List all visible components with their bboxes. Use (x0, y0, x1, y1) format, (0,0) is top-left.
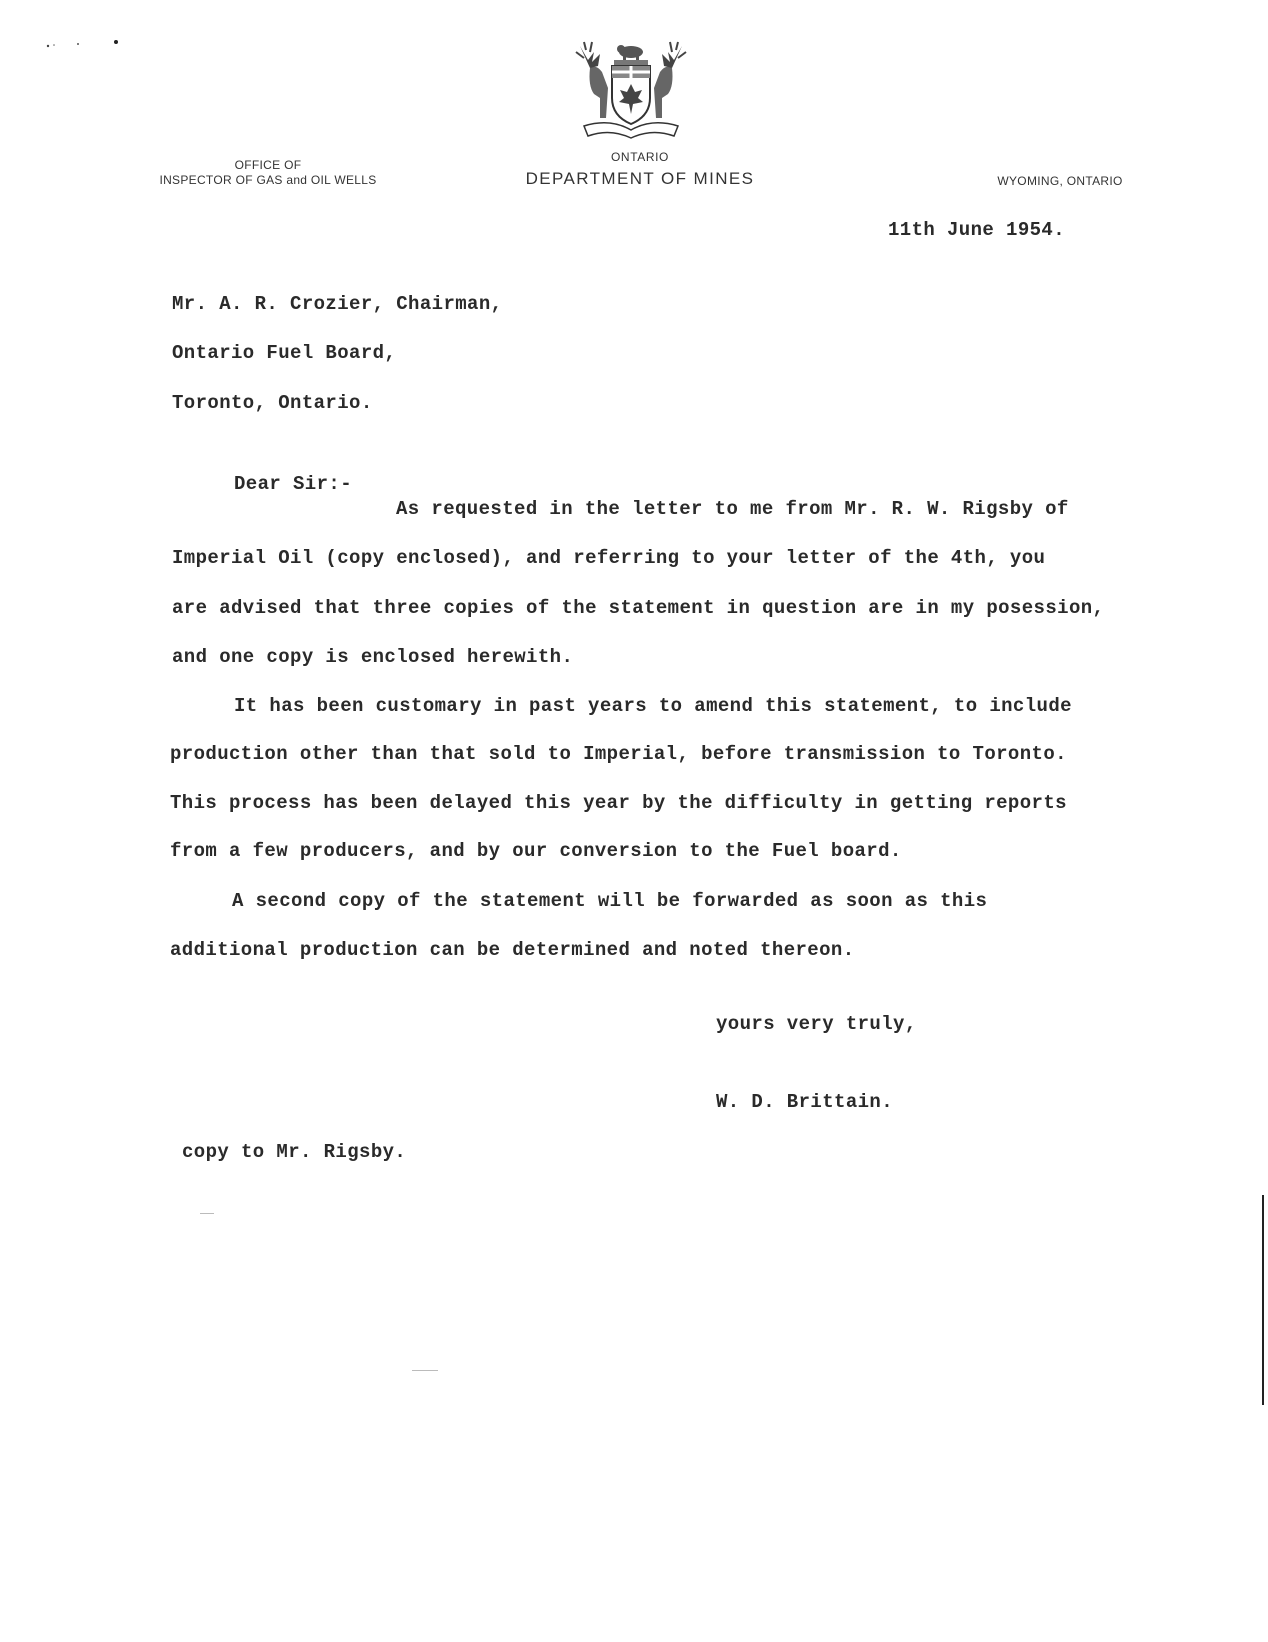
salutation: Dear Sir:- (234, 473, 353, 495)
signature: W. D. Brittain. (716, 1091, 894, 1113)
address-line: Mr. A. R. Crozier, Chairman, (172, 293, 503, 315)
scan-specks (40, 34, 130, 54)
office-line-1: OFFICE OF (234, 158, 302, 172)
carbon-copy-note: copy to Mr. Rigsby. (182, 1141, 407, 1163)
paragraph-3-line: A second copy of the statement will be forwarded as soon as this (232, 890, 988, 912)
office-heading (128, 158, 408, 188)
address-line: Toronto, Ontario. (172, 392, 373, 414)
scan-mark (200, 1213, 214, 1214)
province-heading: ONTARIO (611, 150, 669, 164)
paragraph-1-line: Imperial Oil (copy enclosed), and referring to your letter of the 4th, you (172, 547, 1046, 569)
paragraph-2-line: from a few producers, and by our conversion to the Fuel board. (170, 840, 902, 862)
paragraph-2-line: production other than that sold to Imperial, before transmission to Toronto. (170, 743, 1067, 765)
ontario-coat-of-arms-icon (570, 38, 692, 142)
paragraph-3-line: additional production can be determined and noted thereon. (170, 939, 855, 961)
closing: yours very truly, (716, 1013, 917, 1035)
department-heading: DEPARTMENT OF MINES (525, 169, 755, 188)
paragraph-1-line: are advised that three copies of the statement in question are in my posession, (172, 597, 1105, 619)
paragraph-1-line: As requested in the letter to me from Mr. R. W. Rigsby of (396, 498, 1069, 520)
location-heading: WYOMING, ONTARIO (997, 174, 1123, 188)
letter-date: 11th June 1954. (888, 219, 1066, 241)
scan-edge-line (1262, 1195, 1264, 1405)
address-line: Ontario Fuel Board, (172, 342, 397, 364)
paragraph-2-line: It has been customary in past years to amend this statement, to include (234, 695, 1072, 717)
paragraph-1-line: and one copy is enclosed herewith. (172, 646, 574, 668)
office-line-2: INSPECTOR OF GAS and OIL WELLS (159, 173, 377, 187)
scan-mark (412, 1370, 438, 1371)
paragraph-2-line: This process has been delayed this year by the difficulty in getting reports (170, 792, 1067, 814)
